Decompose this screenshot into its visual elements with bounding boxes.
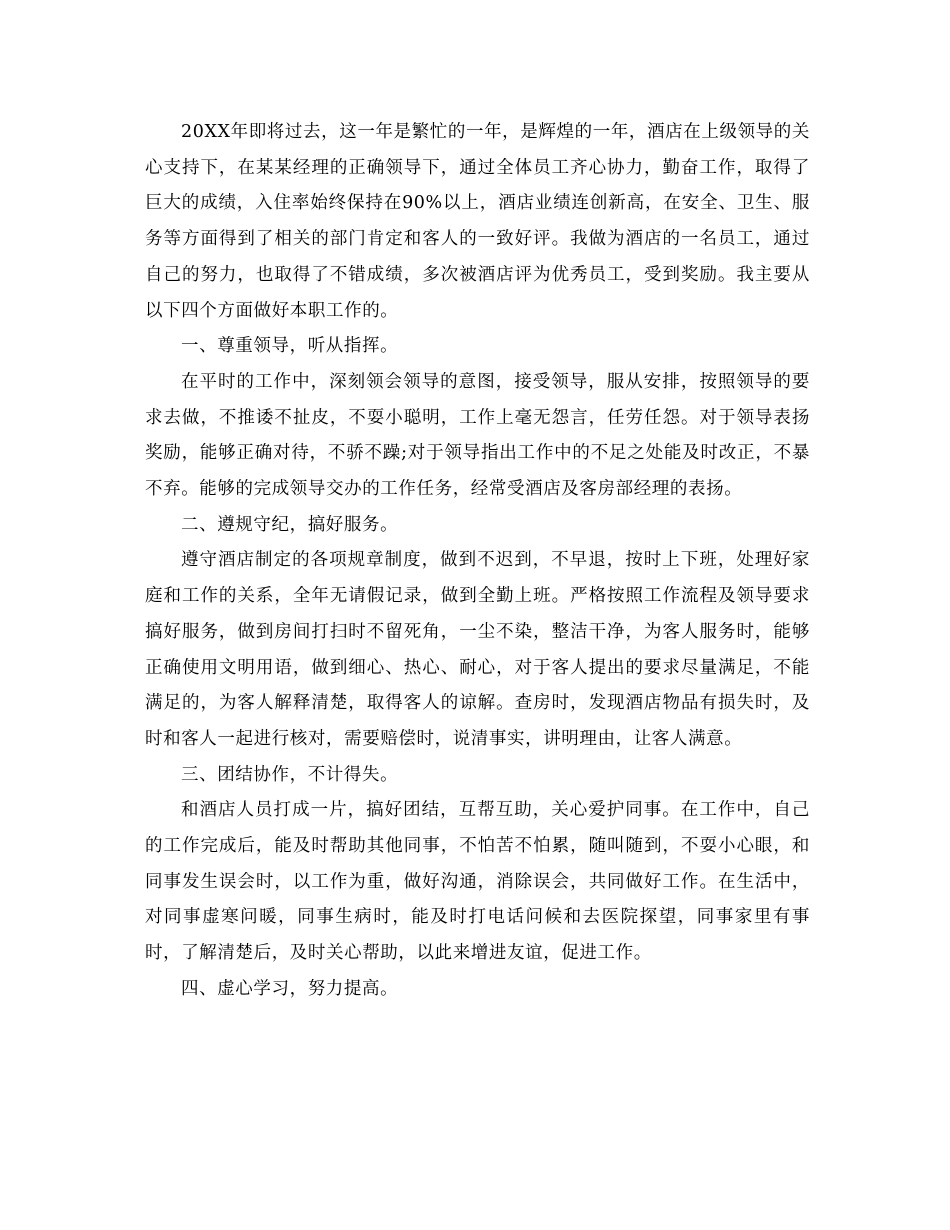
section-body-3: 和酒店人员打成一片，搞好团结，互帮互助，关心爱护同事。在工作中，自己的工作完成后，能及时帮助其他同事，不怕苦不怕累，随叫随到，不耍小心眼，和同事发生误会时，以工作为重，做好沟通，消除误会，共同做好工作。在生活中，对同事虚寒问暖，同事生病时，能及时打电话问候和去医院探望，同事家里有事时，了解清楚后，及时关心帮助，以此来增进友谊，促进工作。: [145, 800, 810, 964]
section-heading-2: 二、遵规守纪，搞好服务。: [181, 514, 399, 535]
section-heading-4: 四、虚心学习，努力提高。: [181, 978, 399, 999]
section-body-1: 在平时的工作中，深刻领会领导的意图，接受领导，服从安排，按照领导的要求去做，不推诿不扯皮，不耍小聪明，工作上毫无怨言，任劳任怨。对于领导表扬奖励，能够正确对待，不骄不躁;对于领导指出工作中的不足之处能及时改正，不暴不弃。能够的完成领导交办的工作任务，经常受酒店及客房部经理的表扬。: [145, 371, 810, 500]
intro-paragraph: 20XX年即将过去，这一年是繁忙的一年，是辉煌的一年，酒店在上级领导的关心支持下，在某某经理的正确领导下，通过全体员工齐心协力，勤奋工作，取得了巨大的成绩，入住率始终保持在90%以上，酒店业绩连创新高，在安全、卫生、服务等方面得到了相关的部门肯定和客人的一致好评。我做为酒店的一名员工，通过自己的努力，也取得了不错成绩，多次被酒店评为优秀员工，受到奖励。我主要从以下四个方面做好本职工作的。: [145, 122, 810, 321]
section-heading-3: 三、团结协作，不计得失。: [181, 764, 399, 785]
section-body-2: 遵守酒店制定的各项规章制度，做到不迟到，不早退，按时上下班，处理好家庭和工作的关系，全年无请假记录，做到全勤上班。严格按照工作流程及领导要求搞好服务，做到房间打扫时不留死角，一尘不染，整洁干净，为客人服务时，能够正确使用文明用语，做到细心、热心、耐心，对于客人提出的要求尽量满足，不能满足的，为客人解释清楚，取得客人的谅解。查房时，发现酒店物品有损失时，及时和客人一起进行核对，需要赔偿时，说清事实，讲明理由，让客人满意。: [145, 550, 810, 749]
document-page: [145, 115, 810, 1008]
section-heading-1: 一、尊重领导，听从指挥。: [181, 336, 399, 357]
